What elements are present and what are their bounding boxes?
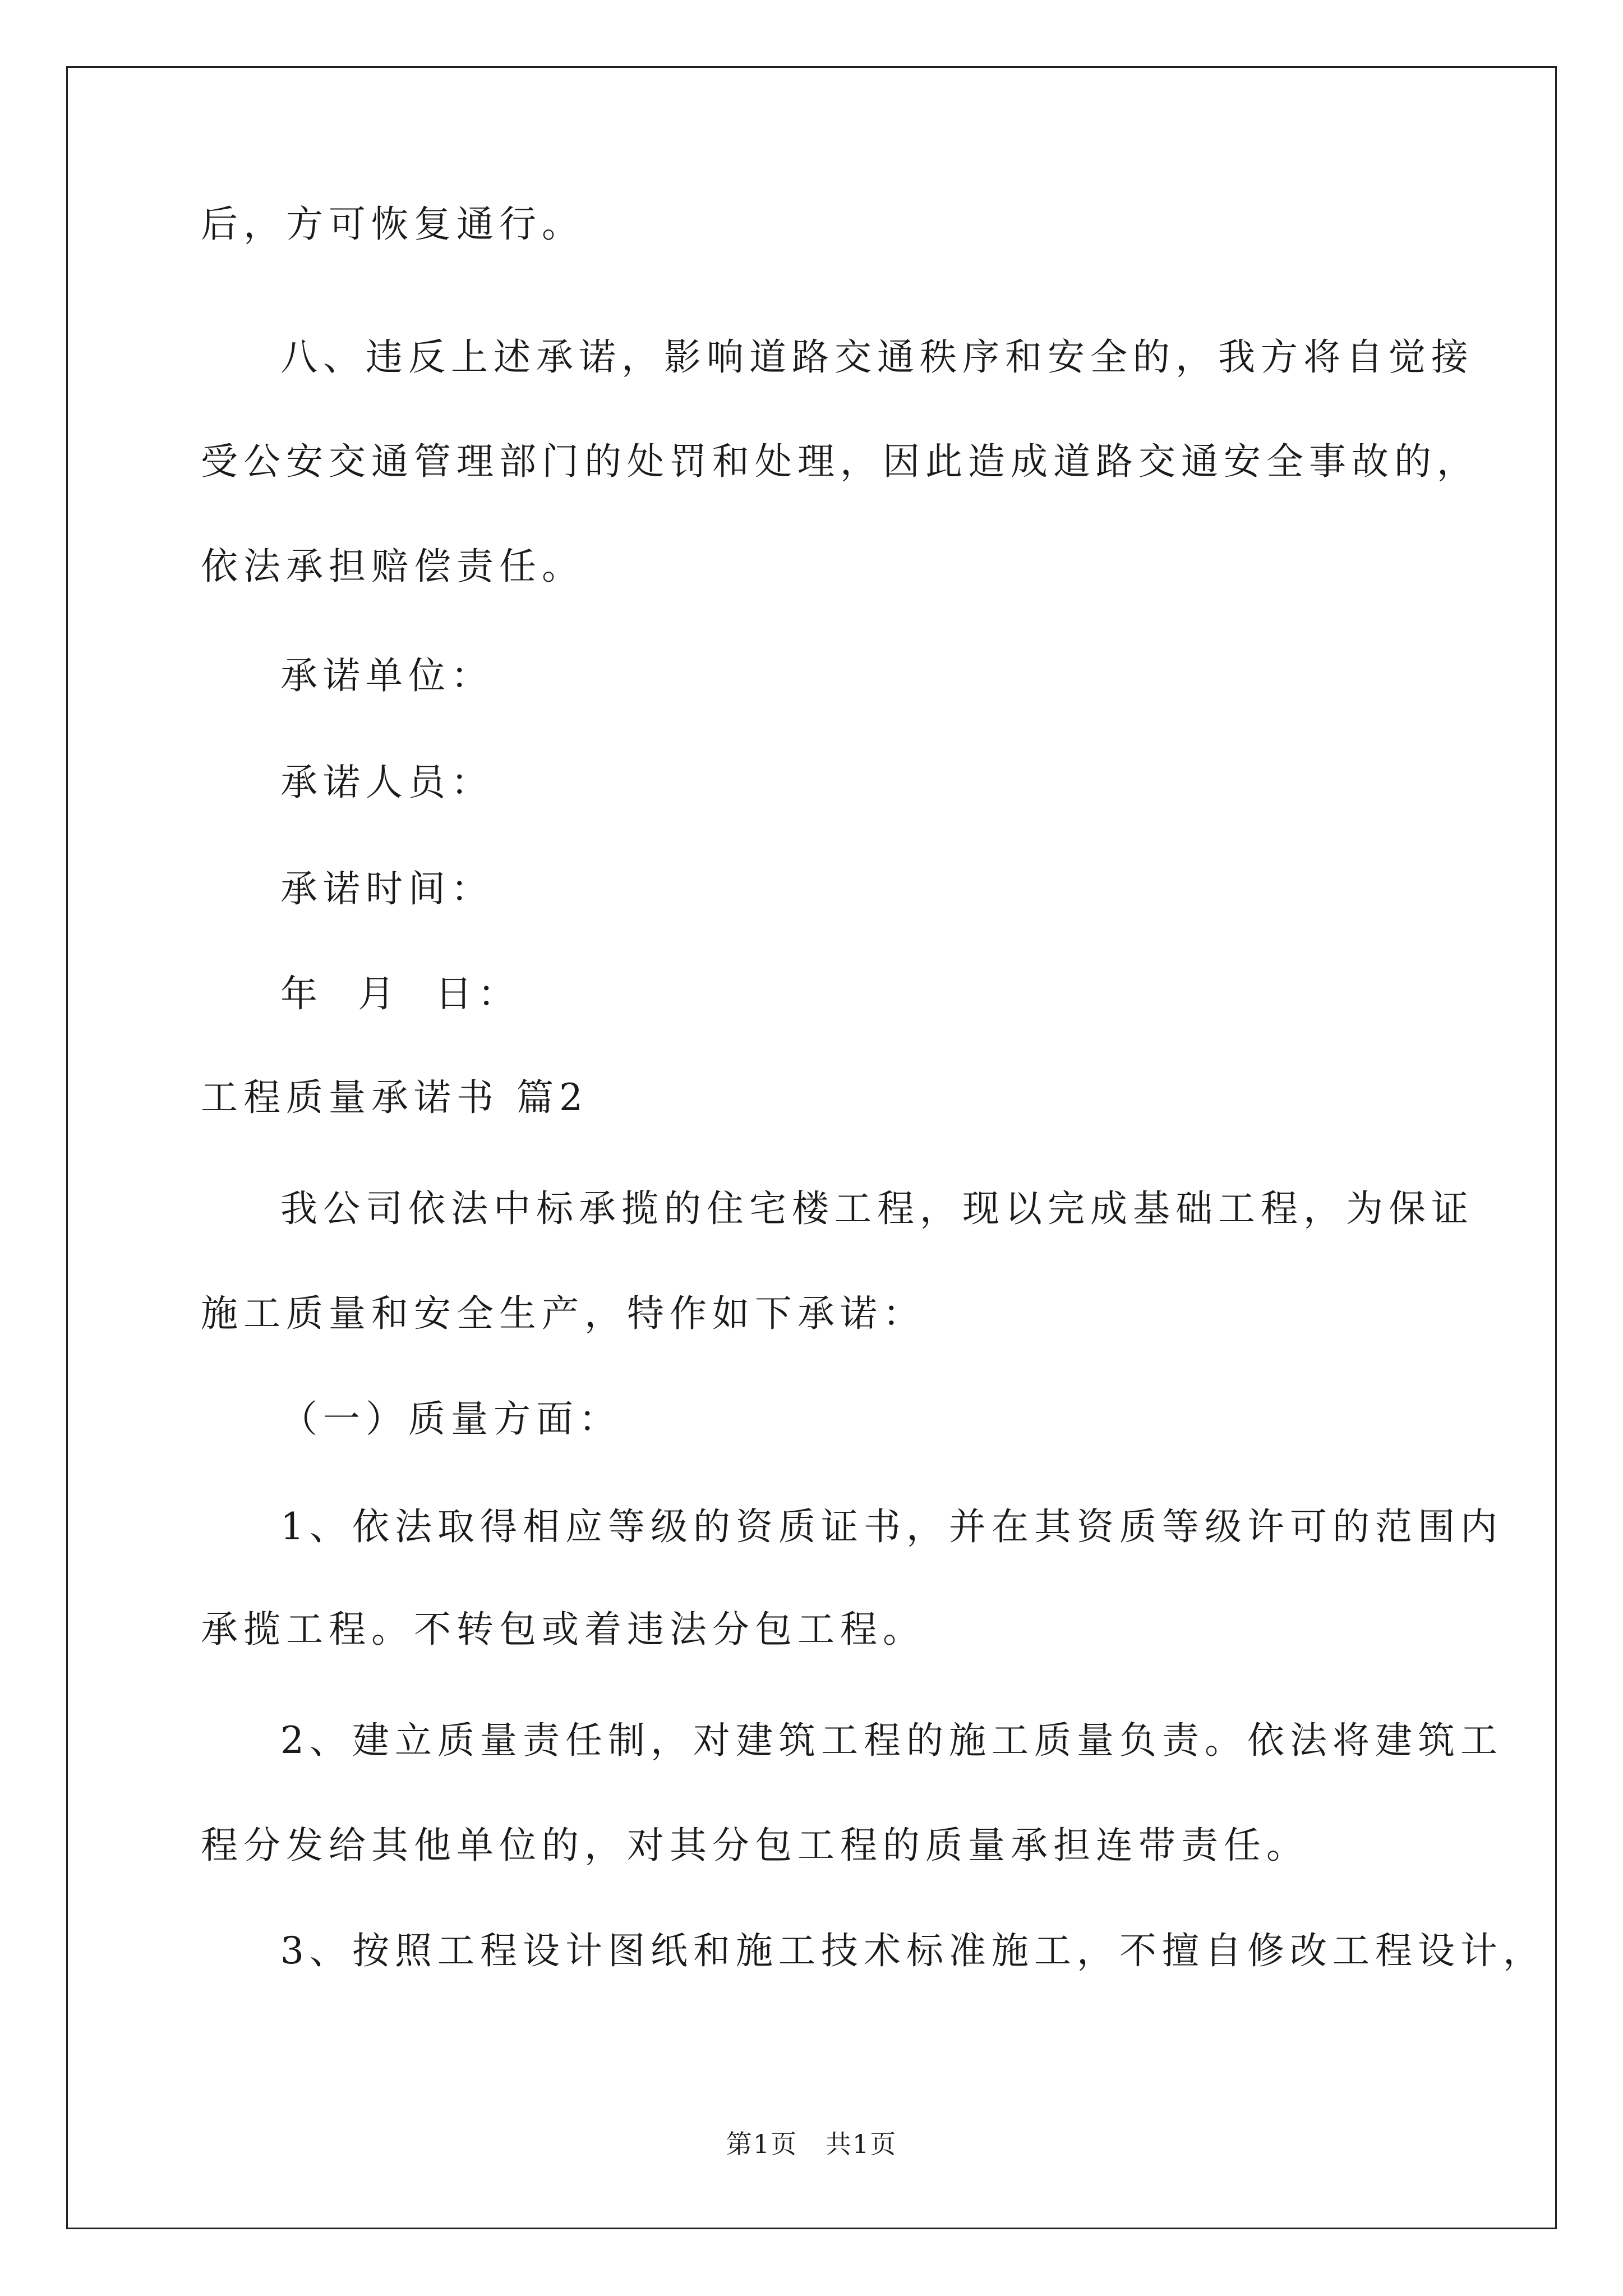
date-label: 年 月 日： <box>280 972 520 1015</box>
section-heading: 工程质量承诺书 篇2 <box>201 1076 588 1119</box>
signature-person-label: 承诺人员： <box>280 761 494 804</box>
paragraph-line: 承揽工程。不转包或着违法分包工程。 <box>201 1608 925 1651</box>
paragraph-line: 3、按照工程设计图纸和施工技术标准施工，不擅自修改工程设计， <box>280 1929 1546 1972</box>
paragraph-line: 后，方可恢复通行。 <box>201 203 584 246</box>
subsection-heading: （一）质量方面： <box>280 1397 621 1441</box>
paragraph-line: 受公安交通管理部门的处罚和处理，因此造成道路交通安全事故的， <box>201 440 1479 483</box>
page-border <box>66 66 1557 2229</box>
paragraph-line: 程分发给其他单位的，对其分包工程的质量承担连带责任。 <box>201 1824 1309 1867</box>
paragraph-line: 1、依法取得相应等级的资质证书，并在其资质等级许可的范围内 <box>280 1505 1503 1548</box>
paragraph-line: 施工质量和安全生产，特作如下承诺： <box>201 1292 925 1335</box>
paragraph-line: 2、建立质量责任制，对建筑工程的施工质量负责。依法将建筑工 <box>280 1719 1503 1762</box>
signature-time-label: 承诺时间： <box>280 867 494 910</box>
page-number: 第1页 共1页 <box>726 2129 897 2159</box>
paragraph-line: 我公司依法中标承揽的住宅楼工程，现以完成基础工程，为保证 <box>280 1187 1474 1230</box>
signature-unit-label: 承诺单位： <box>280 654 494 697</box>
paragraph-line: 八、违反上述承诺，影响道路交通秩序和安全的，我方将自觉接 <box>280 335 1474 379</box>
paragraph-line: 依法承担赔偿责任。 <box>201 545 584 588</box>
